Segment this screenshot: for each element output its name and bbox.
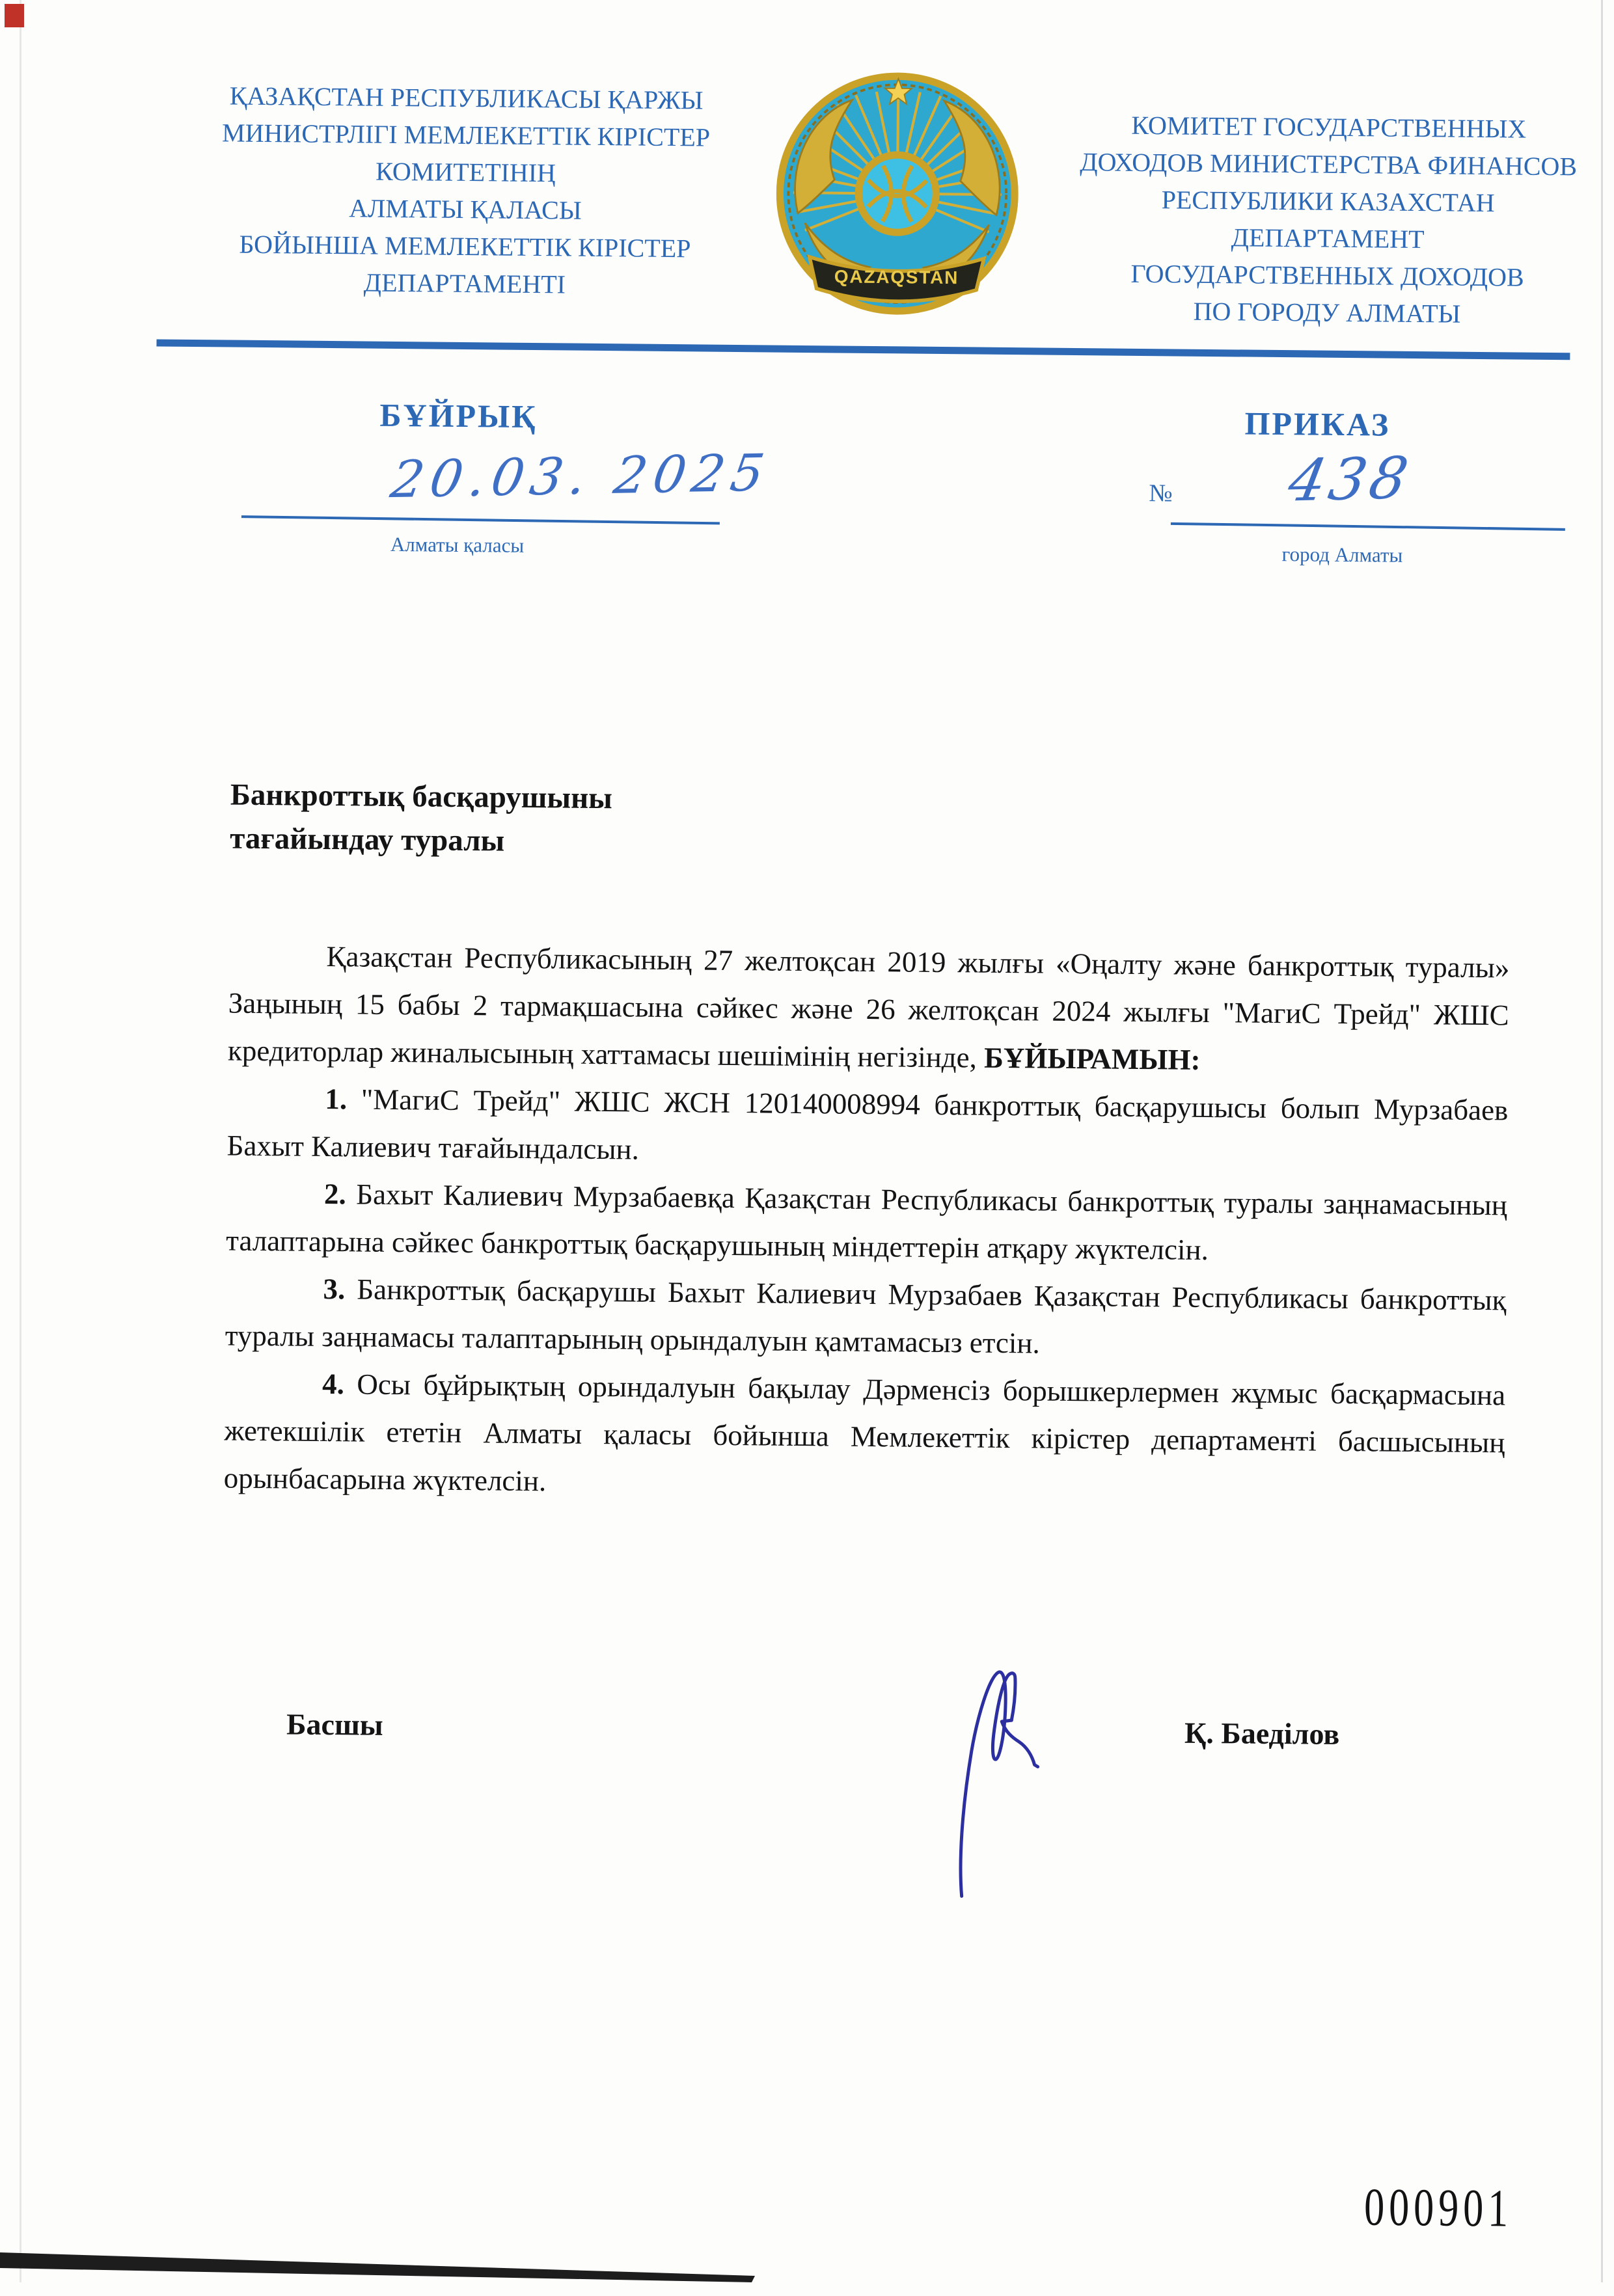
intro-text: Қазақстан Республикасының 27 желтоқсан 2019 жылғы «Оңалту және банкроттық туралы» Заңының 15 бабы 2 тармақшасына сәйкес және 26 желтоқсан 2024 жылғы "МагиС Трейд" ЖШС кредиторлар жиналысының хаттамасы шешімінің негізінде, — [227, 940, 1510, 1074]
number-sign: № — [1149, 479, 1173, 507]
order-item-4 — [223, 1360, 1505, 1515]
org-line: ПО ГОРОДУ АЛМАТЫ — [1193, 296, 1461, 329]
org-line: РЕСПУБЛИКИ КАЗАХСТАН — [1161, 185, 1495, 218]
subject-line-2: тағайындау туралы — [229, 821, 505, 858]
item-number: 2. — [323, 1177, 346, 1211]
item-number: 3. — [323, 1272, 346, 1306]
emblem-banner-text: QAZAQSTAN — [834, 266, 959, 288]
org-line: ГОСУДАРСТВЕННЫХ ДОХОДОВ — [1130, 258, 1524, 292]
item-number: 4. — [321, 1367, 345, 1401]
letterhead-russian-org-name — [1057, 106, 1599, 334]
order-item-3 — [225, 1265, 1507, 1372]
number-underline — [1171, 522, 1565, 531]
order-subject — [230, 774, 612, 865]
order-city-russian: город Алматы — [1281, 543, 1403, 567]
org-line: ҚАЗАҚСТАН РЕСПУБЛИКАСЫ ҚАРЖЫ — [229, 81, 704, 115]
handwritten-order-number: 438 — [1283, 444, 1417, 515]
order-item-2 — [226, 1170, 1507, 1277]
order-title-kazakh: БҰЙРЫҚ — [379, 396, 538, 435]
org-line: КОМИТЕТ ГОСУДАРСТВЕННЫХ — [1131, 110, 1527, 144]
intro-paragraph — [228, 932, 1510, 1087]
signer-position-label: Басшы — [286, 1707, 383, 1742]
page-stamp-number: 000901 — [1363, 2177, 1513, 2238]
order-body — [223, 932, 1509, 1515]
handwritten-signature — [932, 1647, 1078, 1921]
handwritten-order-date: 20.03. 2025 — [387, 444, 775, 510]
order-title-russian: ПРИКАЗ — [1244, 405, 1391, 443]
org-line: БОЙЫНША МЕМЛЕКЕТТІК КІРІСТЕР — [239, 229, 691, 263]
item-text: Осы бұйрықтың орындалуын бақылау Дәрменсіз борышкерлермен жұмыс басқармасына жетекшілік ететін Алматы қаласы бойынша Мемлекеттік кірістер департаменті басшысының орынбасарына жүктелсін. — [223, 1368, 1506, 1498]
org-line: ДЕПАРТАМЕНТІ — [363, 267, 566, 299]
letterhead-kazakh-org-name — [183, 77, 748, 304]
order-item-1 — [226, 1075, 1508, 1182]
org-line: КОМИТЕТІНІҢ — [375, 156, 556, 188]
subject-line-1: Банкроттық басқарушыны — [230, 777, 613, 816]
org-line: ДОХОДОВ МИНИСТЕРСТВА ФИНАНСОВ — [1080, 147, 1578, 182]
org-line: ДЕПАРТАМЕНТ — [1231, 223, 1425, 254]
org-line: АЛМАТЫ ҚАЛАСЫ — [349, 193, 582, 225]
letterhead-divider-line — [156, 339, 1570, 360]
order-city-kazakh: Алматы қаласы — [390, 532, 525, 557]
signer-name: Қ. Баеділов — [1184, 1716, 1340, 1751]
item-number: 1. — [325, 1082, 348, 1116]
kazakhstan-coat-of-arms — [775, 68, 1020, 325]
item-text: Бахыт Калиевич Мурзабаевқа Қазақстан Республикасы банкроттық туралы заңнамасының талаптарына сәйкес банкроттық басқарушының міндеттерін атқару жүктелсін. — [226, 1178, 1508, 1267]
intro-emphasis: БҰЙЫРАМЫН: — [983, 1041, 1201, 1076]
item-text: Банкроттық басқарушы Бахыт Калиевич Мурзабаев Қазақстан Республикасы банкроттық туралы заңнамасы талаптарының орындалуын қамтамасыз етсін. — [225, 1273, 1507, 1360]
item-text: "МагиС Трейд" ЖШС ЖСН 120140008994 банкроттық басқарушысы болып Мурзабаев Бахыт Калиевич тағайындалсын. — [226, 1083, 1509, 1166]
date-underline — [241, 515, 720, 524]
org-line: МИНИСТРЛІГІ МЕМЛЕКЕТТІК КІРІСТЕР — [221, 118, 711, 152]
